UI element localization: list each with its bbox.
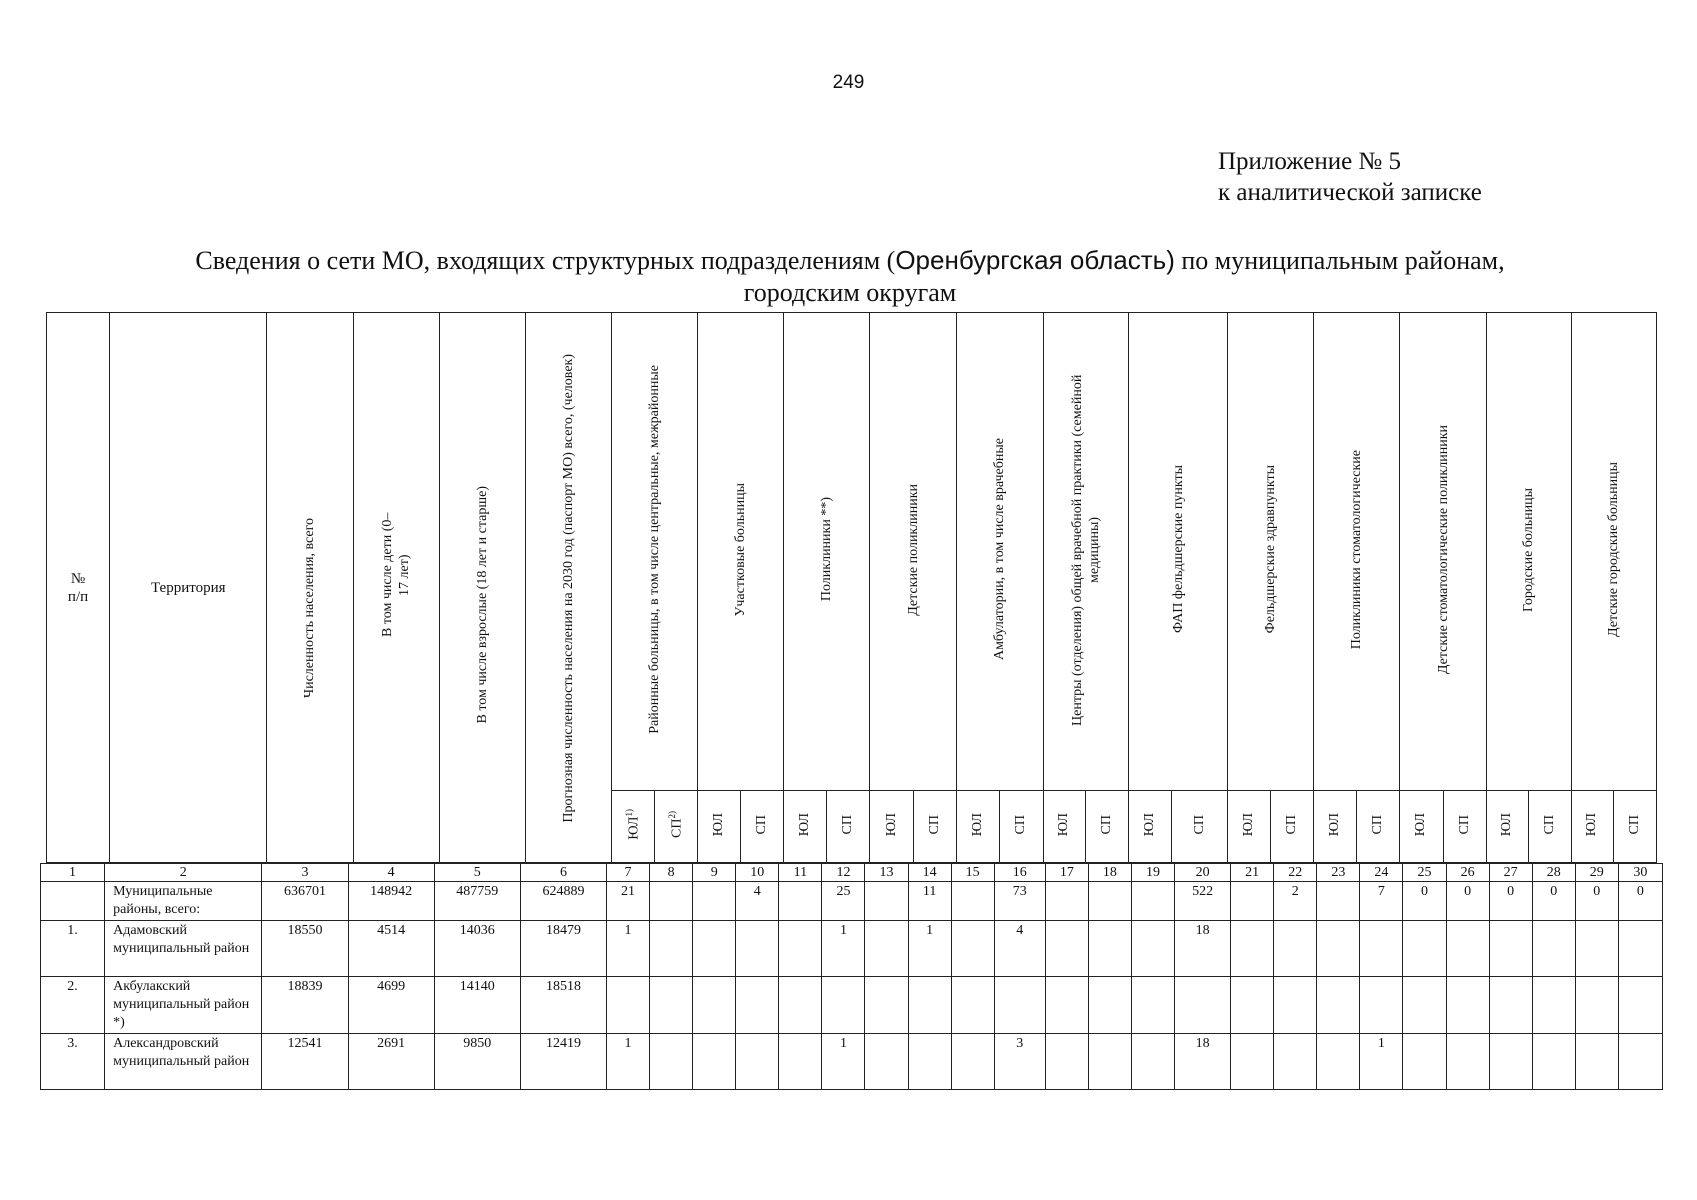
cell-value (1532, 921, 1575, 977)
cell-value (1403, 921, 1446, 977)
header-group-ambulatories: Амбулатории, в том числе врачебные (956, 313, 1043, 791)
cell-value (650, 921, 693, 977)
column-number: 6 (520, 864, 606, 882)
subheader-sp: СП (1443, 791, 1486, 863)
cell-value (1231, 977, 1274, 1034)
cell-value: 18 (1175, 1034, 1231, 1090)
appendix-line-1: Приложение № 5 (1218, 148, 1402, 175)
cell-value (1131, 977, 1174, 1034)
subheader-yul: ЮЛ (1043, 791, 1085, 863)
cell-value (1045, 977, 1088, 1034)
row-number: 2. (41, 977, 105, 1034)
cell-value: 14036 (434, 921, 520, 977)
cell-value: 0 (1618, 882, 1662, 921)
cell-value: 7 (1360, 882, 1403, 921)
cell-value (1317, 977, 1360, 1034)
cell-value (951, 977, 994, 1034)
subheader-sp: СП (1613, 791, 1656, 863)
row-territory: Адамовский муниципальный район (105, 921, 262, 977)
header-group-fap: ФАП фельдшерские пункты (1128, 313, 1227, 791)
cell-value: 18550 (262, 921, 348, 977)
cell-value (650, 882, 693, 921)
cell-value (865, 921, 908, 977)
row-number: 3. (41, 1034, 105, 1090)
cell-value: 0 (1575, 882, 1618, 921)
cell-value (736, 1034, 779, 1090)
column-number: 11 (779, 864, 822, 882)
title-region: Оренбургская область) (895, 245, 1175, 275)
cell-value (1274, 921, 1317, 977)
table-row (41, 882, 1663, 921)
cell-value: 4514 (348, 921, 434, 977)
cell-value (822, 977, 865, 1034)
cell-value (1131, 882, 1174, 921)
cell-value: 0 (1403, 882, 1446, 921)
cell-value (607, 977, 650, 1034)
cell-value: 2691 (348, 1034, 434, 1090)
header-population-total: Численность населения, всего (267, 313, 353, 863)
cell-value (1088, 882, 1131, 921)
cell-value (1231, 1034, 1274, 1090)
subheader-yul: ЮЛ (1228, 791, 1271, 863)
cell-value: 18479 (520, 921, 606, 977)
cell-value: 1 (822, 921, 865, 977)
cell-value: 1 (1360, 1034, 1403, 1090)
cell-value: 21 (607, 882, 650, 921)
table-row (41, 921, 1663, 977)
cell-value (779, 921, 822, 977)
cell-value: 18 (1175, 921, 1231, 977)
subheader-sp: СП (913, 791, 956, 863)
cell-value: 18518 (520, 977, 606, 1034)
header-group-children-polyclinics: Детские поликлиники (870, 313, 956, 791)
cell-value: 12541 (262, 1034, 348, 1090)
title-part-2: по муниципальным районам, (1174, 246, 1505, 275)
row-number: 1. (41, 921, 105, 977)
cell-value (1131, 921, 1174, 977)
cell-value (1575, 1034, 1618, 1090)
data-table (40, 863, 1663, 1090)
cell-value (1231, 921, 1274, 977)
document-title (60, 244, 1640, 309)
cell-value (951, 921, 994, 977)
subheader-sp: СП (999, 791, 1043, 863)
cell-value (1317, 1034, 1360, 1090)
column-number: 14 (908, 864, 951, 882)
subheader-sp: СП (1085, 791, 1128, 863)
subheader-yul: ЮЛ (1314, 791, 1357, 863)
column-number: 17 (1045, 864, 1088, 882)
cell-value: 73 (994, 882, 1045, 921)
row-number (41, 882, 105, 921)
cell-value: 12419 (520, 1034, 606, 1090)
cell-value (994, 977, 1045, 1034)
cell-value: 148942 (348, 882, 434, 921)
column-number: 1 (41, 864, 105, 882)
column-number: 3 (262, 864, 348, 882)
cell-value (1446, 921, 1489, 977)
cell-value (1618, 1034, 1662, 1090)
cell-value (1131, 1034, 1174, 1090)
cell-value: 3 (994, 1034, 1045, 1090)
cell-value (1360, 921, 1403, 977)
cell-value (650, 1034, 693, 1090)
subheader-sp: СП (1528, 791, 1571, 863)
cell-value: 1 (822, 1034, 865, 1090)
subheader-yul: ЮЛ (1571, 791, 1613, 863)
cell-value: 1 (607, 921, 650, 977)
column-number: 12 (822, 864, 865, 882)
cell-value (693, 921, 736, 977)
cell-value (1088, 977, 1131, 1034)
cell-value: 2 (1274, 882, 1317, 921)
cell-value (1489, 921, 1532, 977)
cell-value: 624889 (520, 882, 606, 921)
row-territory: Муниципальные районы, всего: (105, 882, 262, 921)
cell-value (1317, 882, 1360, 921)
column-number: 19 (1131, 864, 1174, 882)
cell-value (693, 1034, 736, 1090)
column-number: 28 (1532, 864, 1575, 882)
cell-value (650, 977, 693, 1034)
cell-value (1618, 921, 1662, 977)
cell-value (1088, 921, 1131, 977)
cell-value (1274, 977, 1317, 1034)
cell-value: 4 (994, 921, 1045, 977)
table-row (41, 1034, 1663, 1090)
cell-value: 4699 (348, 977, 434, 1034)
cell-value (779, 977, 822, 1034)
subheader-sp: СП (1271, 791, 1314, 863)
appendix-caption (1218, 146, 1482, 208)
subheader-yul: ЮЛ (1128, 791, 1171, 863)
cell-value: 18839 (262, 977, 348, 1034)
cell-value (1403, 977, 1446, 1034)
cell-value (951, 882, 994, 921)
header-group-district-hospitals: Районные больницы, в том числе центральные, межрайонные (612, 313, 698, 791)
header-group-feldsher-posts: Фельдшерские здравпункты (1228, 313, 1314, 791)
row-territory: Александровский муниципальный район (105, 1034, 262, 1090)
cell-value (779, 882, 822, 921)
cell-value (693, 977, 736, 1034)
cell-value (1403, 1034, 1446, 1090)
cell-value (1317, 921, 1360, 977)
cell-value: 0 (1489, 882, 1532, 921)
column-number: 4 (348, 864, 434, 882)
cell-value (951, 1034, 994, 1090)
header-group-polyclinics: Поликлиники **) (784, 313, 870, 791)
cell-value (779, 1034, 822, 1090)
cell-value (1446, 1034, 1489, 1090)
cell-value (736, 921, 779, 977)
header-group-children-city-hospitals: Детские городские больницы (1571, 313, 1656, 791)
cell-value (908, 977, 951, 1034)
cell-value (1175, 977, 1231, 1034)
cell-value: 11 (908, 882, 951, 921)
subheader-sp: СП (1172, 791, 1228, 863)
cell-value: 487759 (434, 882, 520, 921)
header-group-gp-centers: Центры (отделения) общей врачебной практики (семейной медицины) (1043, 313, 1128, 791)
column-number-row (41, 864, 1663, 882)
header-group-local-hospitals: Участковые больницы (698, 313, 784, 791)
header-num: № п/п (47, 313, 110, 863)
header-territory: Территория (110, 313, 267, 863)
subheader-yul: ЮЛ (698, 791, 741, 863)
column-number: 5 (434, 864, 520, 882)
header-group-dental-polyclinics: Поликлиники стоматологические (1314, 313, 1400, 791)
cell-value (1231, 882, 1274, 921)
column-number: 25 (1403, 864, 1446, 882)
header-group-children-dental: Детские стоматологические поликлиники (1400, 313, 1486, 791)
cell-value (908, 1034, 951, 1090)
subheader-yul: ЮЛ (784, 791, 827, 863)
subheader-yul: ЮЛ (956, 791, 999, 863)
column-number: 7 (607, 864, 650, 882)
cell-value (1360, 977, 1403, 1034)
cell-value (1532, 977, 1575, 1034)
cell-value (1575, 921, 1618, 977)
column-number: 15 (951, 864, 994, 882)
column-number: 24 (1360, 864, 1403, 882)
cell-value (865, 977, 908, 1034)
appendix-line-2: к аналитической записке (1218, 179, 1482, 206)
header-forecast: Прогнозная численность населения на 2030 год (паспорт МО) всего, (человек) (525, 313, 611, 863)
subheader-yul: ЮЛ (870, 791, 913, 863)
cell-value (1489, 977, 1532, 1034)
column-number: 29 (1575, 864, 1618, 882)
subheader-sp: СП$^{2)}$ (655, 791, 698, 863)
column-number: 8 (650, 864, 693, 882)
cell-value: 636701 (262, 882, 348, 921)
cell-value (1532, 1034, 1575, 1090)
column-number: 22 (1274, 864, 1317, 882)
cell-value: 0 (1446, 882, 1489, 921)
column-number: 18 (1088, 864, 1131, 882)
subheader-yul: ЮЛ (1486, 791, 1528, 863)
cell-value: 1 (607, 1034, 650, 1090)
subheader-sp: СП (827, 791, 870, 863)
title-part-1: Сведения о сети МО, входящих структурных подразделениям ( (195, 246, 896, 275)
page-number: 249 (832, 72, 865, 93)
column-number: 30 (1618, 864, 1662, 882)
cell-value: 9850 (434, 1034, 520, 1090)
header-group-city-hospitals: Городские больницы (1486, 313, 1571, 791)
cell-value (1088, 1034, 1131, 1090)
column-number: 16 (994, 864, 1045, 882)
column-number: 9 (693, 864, 736, 882)
column-number: 27 (1489, 864, 1532, 882)
table-row (41, 977, 1663, 1034)
cell-value (1575, 977, 1618, 1034)
header-children: В том числе дети (0–17 лет) (353, 313, 439, 863)
cell-value (1618, 977, 1662, 1034)
cell-value: 0 (1532, 882, 1575, 921)
cell-value (1446, 977, 1489, 1034)
cell-value (693, 882, 736, 921)
column-number: 10 (736, 864, 779, 882)
subheader-yul: ЮЛ$^{1)}$ (612, 791, 655, 863)
cell-value (1274, 1034, 1317, 1090)
cell-value: 1 (908, 921, 951, 977)
header-adults: В том числе взрослые (18 лет и старше) (439, 313, 525, 863)
column-number: 20 (1175, 864, 1231, 882)
cell-value: 522 (1175, 882, 1231, 921)
cell-value (1045, 882, 1088, 921)
cell-value (736, 977, 779, 1034)
cell-value: 14140 (434, 977, 520, 1034)
subheader-sp: СП (1357, 791, 1400, 863)
cell-value: 4 (736, 882, 779, 921)
cell-value (1045, 1034, 1088, 1090)
cell-value (865, 1034, 908, 1090)
column-number: 13 (865, 864, 908, 882)
row-territory: Акбулакский муниципальный район *) (105, 977, 262, 1034)
table-header (46, 312, 1657, 863)
cell-value (865, 882, 908, 921)
cell-value: 25 (822, 882, 865, 921)
subheader-yul: ЮЛ (1400, 791, 1443, 863)
column-number: 21 (1231, 864, 1274, 882)
title-line-2: городским округам (743, 278, 957, 307)
column-number: 2 (105, 864, 262, 882)
cell-value (1489, 1034, 1532, 1090)
subheader-sp: СП (741, 791, 784, 863)
column-number: 26 (1446, 864, 1489, 882)
column-number: 23 (1317, 864, 1360, 882)
cell-value (1045, 921, 1088, 977)
